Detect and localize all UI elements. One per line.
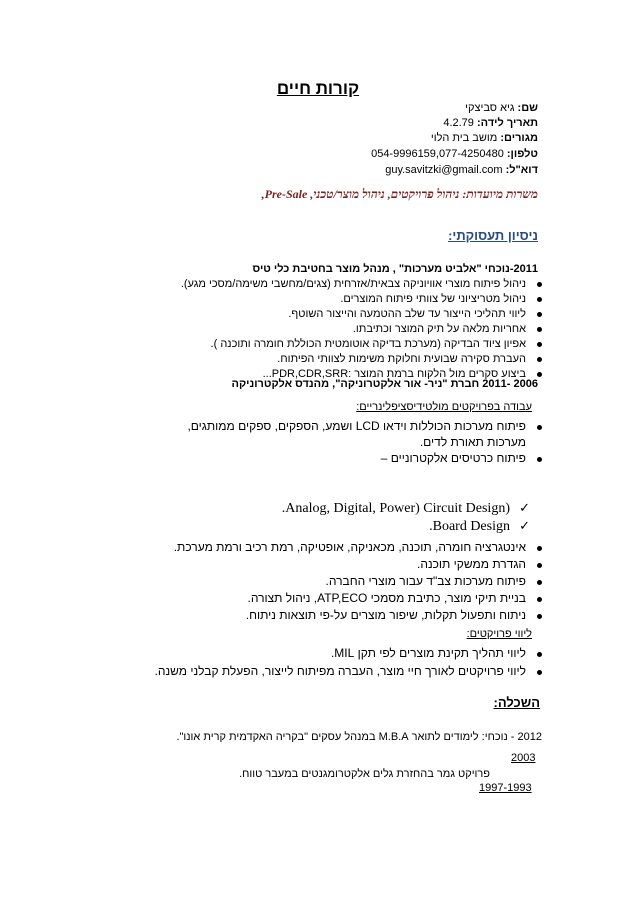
job1-header: 2011-נוכחי "אלביט מערכות" , מנהל מוצר בחטיבת כלי טיס <box>252 263 538 275</box>
list-item: ניתוח ותפעול תקלות, שיפור מוצרים על-פי תוצאות ניתוח. <box>174 608 542 625</box>
bullet-icon <box>537 282 542 287</box>
page-title: קורות חיים <box>276 79 360 98</box>
email-label: דוא"ל: <box>505 164 538 176</box>
list-item: ניהול מטריציוני של צוותי פיתוח המוצרים. <box>181 292 542 307</box>
list-item: ביצוע סקרים מול הלקוח ברמת המוצר :PDR,CDR,SRR... <box>181 367 542 382</box>
bullet-icon <box>537 297 542 302</box>
bullet-icon <box>537 327 542 332</box>
list-item: ליווי תהליכי הייצור עד שלב ההטמעה והייצור השוטף. <box>181 307 542 322</box>
list-item: אחריות מלאה על תיק המוצר וכתיבתו. <box>181 322 542 337</box>
list-item: הגדרת ממשקי תוכנה. <box>174 557 542 574</box>
job2-bullets-a <box>187 419 542 467</box>
bullet-icon <box>537 670 542 675</box>
bullet-icon <box>537 563 542 568</box>
bullet-icon <box>537 614 542 619</box>
email-value[interactable]: guy.savitzki@gmail.com <box>385 164 503 176</box>
list-item: ניהול פיתוח מוצרי אוויוניקה צבאית/אזרחית (צגים/מחשבי משימה/מסכי מגע). <box>181 277 542 292</box>
job2-header: 2006 -2011 חברת "ניר- אור אלקטרוניקה", מהנדס אלקטרוניקה <box>231 378 538 390</box>
bullet-icon <box>537 312 542 317</box>
bullet-icon <box>537 342 542 347</box>
target-label: משרות מיועדות: <box>462 187 538 201</box>
job2-subheading-projects: עבודה בפרויקטים מולטידיסציפלינריים: <box>356 401 532 413</box>
experience-heading: ניסיון תעסוקתי: <box>448 228 538 243</box>
list-item: פיתוח מערכות הכוללות וידאו LCD ושמע, הספקים, ספקים ממותגים, <box>187 419 542 435</box>
job2-bullets-c <box>155 646 542 682</box>
list-item: העברת סקירה שבועית וחלוקת משימות לצוותי הפיתוח. <box>181 352 542 367</box>
check-item-circuit-design: .Analog, Digital, Power) Circuit Design) <box>281 501 510 516</box>
education-years-1993-1997: 1997-1993 <box>479 782 532 794</box>
list-item: ליווי תהליך תקינת מוצרים לפי תקן MIL. <box>155 646 542 664</box>
job1-bullets <box>181 277 542 382</box>
job2-subheading-support: ליווי פרויקטים: <box>466 628 532 640</box>
education-final-project: פרויקט גמר בהחזרת גלים אלקטרומגנטים במעבר טווח. <box>239 768 490 780</box>
bullet-icon <box>537 425 542 430</box>
check-item-board-design: .Board Design <box>429 519 510 534</box>
personal-residence-row <box>431 131 538 145</box>
education-year-2003: 2003 <box>511 752 536 764</box>
name-value: גיא סביצקי <box>465 102 515 114</box>
target-positions <box>262 187 538 202</box>
target-value: ניהול פרויקטים, ניהול מוצר/טכני, Pre-Sale, <box>261 187 460 201</box>
personal-email-row <box>385 163 538 177</box>
education-heading: השכלה: <box>493 695 540 710</box>
birthdate-value: 4.2.79 <box>443 117 474 129</box>
bullet-icon <box>537 546 542 551</box>
personal-name-row <box>465 101 538 115</box>
bullet-icon <box>537 457 542 462</box>
birthdate-label: תאריך לידה: <box>476 117 538 129</box>
phone-label: טלפון: <box>506 148 538 160</box>
personal-phone-row <box>371 147 538 161</box>
bullet-icon <box>537 357 542 362</box>
bullet-icon <box>537 597 542 602</box>
personal-birthdate-row <box>443 116 538 130</box>
list-item: פיתוח כרטיסים אלקטרוניים – <box>187 451 542 467</box>
name-label: שם: <box>517 102 538 114</box>
checkmark-icon: ✓ <box>519 519 530 534</box>
phone-value: 054-9996159,077-4250480 <box>371 148 504 160</box>
residence-value: מושב בית הלוי <box>430 132 498 144</box>
job2-bullets-b <box>174 540 542 625</box>
residence-label: מגורים: <box>500 132 538 144</box>
list-item: ליווי פרויקטים לאורך חיי מוצר, העברה מפיתוח לייצור, הפעלת קבלני משנה. <box>155 664 542 682</box>
bullet-icon <box>537 652 542 657</box>
education-mba: 2012 - נוכחי: לימודים לתואר M.B.A במנהל עסקים "בקריה האקדמית קרית אונו". <box>176 731 542 743</box>
list-item: אפיון ציוד הבדיקה (מערכת בדיקה אוטומטית הכוללת חומרה ותוכנה ). <box>181 337 542 352</box>
list-item: פיתוח מערכות צב"ד עבור מוצרי החברה. <box>174 574 542 591</box>
list-item: בניית תיקי מוצר, כתיבת מסמכי ATP,ECO, ניהול תצורה. <box>174 591 542 608</box>
list-item-continuation: מערכות תאורת לדים. <box>419 435 526 449</box>
bullet-icon <box>537 580 542 585</box>
list-item: אינטגרציה חומרה, תוכנה, מכאניקה, אופטיקה, רמת רכיב ורמת מערכת. <box>174 540 542 557</box>
checkmark-icon: ✓ <box>519 501 530 516</box>
